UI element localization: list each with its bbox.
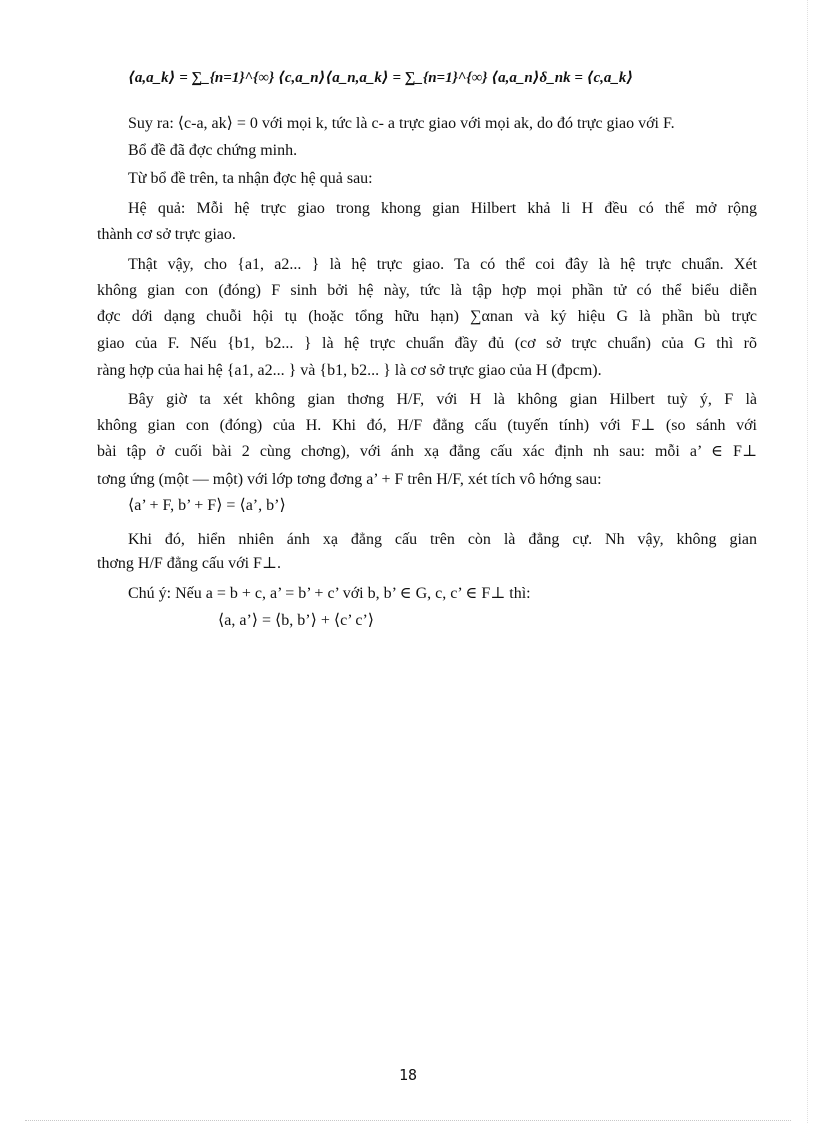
text-line-13: bài tập ở cuối bài 2 cùng chơng), với ánh xạ đẳng cấu xác định nh sau: mỗi a’ ∈ F⊥ [97,443,757,460]
formula-text: ⟨a,a_k⟩ = ∑_{n=1}^{∞} ⟨c,a_n⟩⟨a_n,a_k⟩ = ∑_{n=1}^{∞} ⟨a,a_n⟩δ_nk = ⟨c,a_k⟩ [128,70,634,86]
text-line-14: tơng ứng (một — một) với lớp tơng đơng a’ + F trên H/F, xét tích vô hớng sau: [97,471,602,488]
text-line-5: thành cơ sở trực giao. [97,226,236,243]
text-line-4: Hệ quả: Mỗi hệ trực giao trong khong gian Hilbert khả li H đều có thể mở rộng [128,200,757,217]
text-line-10: ràng hợp của hai hệ {a1, a2... } và {b1, b2... } là cơ sở trực giao của H (đpcm). [97,362,602,379]
text-line-19: ⟨a, a’⟩ = ⟨b, b’⟩ + ⟨c’ c’⟩ [218,612,375,629]
right-margin-divider [807,0,808,1123]
formula-line [128,67,633,89]
text-line-9: giao của F. Nếu {b1, b2... } là hệ trực chuẩn đầy đủ (cơ sở trực chuẩn) của G thì rõ [97,335,757,352]
text-line-8: đợc dới dạng chuỗi hội tụ (hoặc tổng hữu hạn) ∑αnan và ký hiệu G là phần bù trực [97,308,757,325]
text-line-12: không gian con (đóng) của H. Khi đó, H/F đẳng cấu (tuyến tính) với F⊥ (so sánh với [97,417,757,434]
page-number: 18 [398,1066,418,1084]
text-line-15: ⟨a’ + F, b’ + F⟩ = ⟨a’, b’⟩ [128,497,286,514]
text-line-7: không gian con (đóng) F sinh bởi hệ này, tức là tập hợp mọi phần tử có thể biểu diễn [97,282,757,299]
text-line-11: Bây giờ ta xét không gian thơng H/F, với H là không gian Hilbert tuỳ ý, F là [128,391,757,408]
text-line-2: Bổ đề đã đợc chứng minh. [128,142,298,159]
text-line-16: Khi đó, hiển nhiên ánh xạ đẳng cấu trên còn là đẳng cự. Nh vậy, không gian [128,531,757,548]
text-line-1: Suy ra: ⟨c-a, ak⟩ = 0 với mọi k, tức là c- a trực giao với mọi ak, do đó trực giao với F. [128,115,675,132]
text-line-6: Thật vậy, cho {a1, a2... } là hệ trực giao. Ta có thể coi đây là hệ trực chuẩn. Xét [128,256,757,273]
text-line-17: thơng H/F đẳng cấu với F⊥. [97,555,281,572]
text-line-3: Từ bổ đề trên, ta nhận đợc hệ quả sau: [128,170,373,187]
text-line-18: Chú ý: Nếu a = b + c, a’ = b’ + c’ với b, b’ ∈ G, c, c’ ∈ F⊥ thì: [128,585,531,602]
bottom-divider [25,1120,791,1121]
